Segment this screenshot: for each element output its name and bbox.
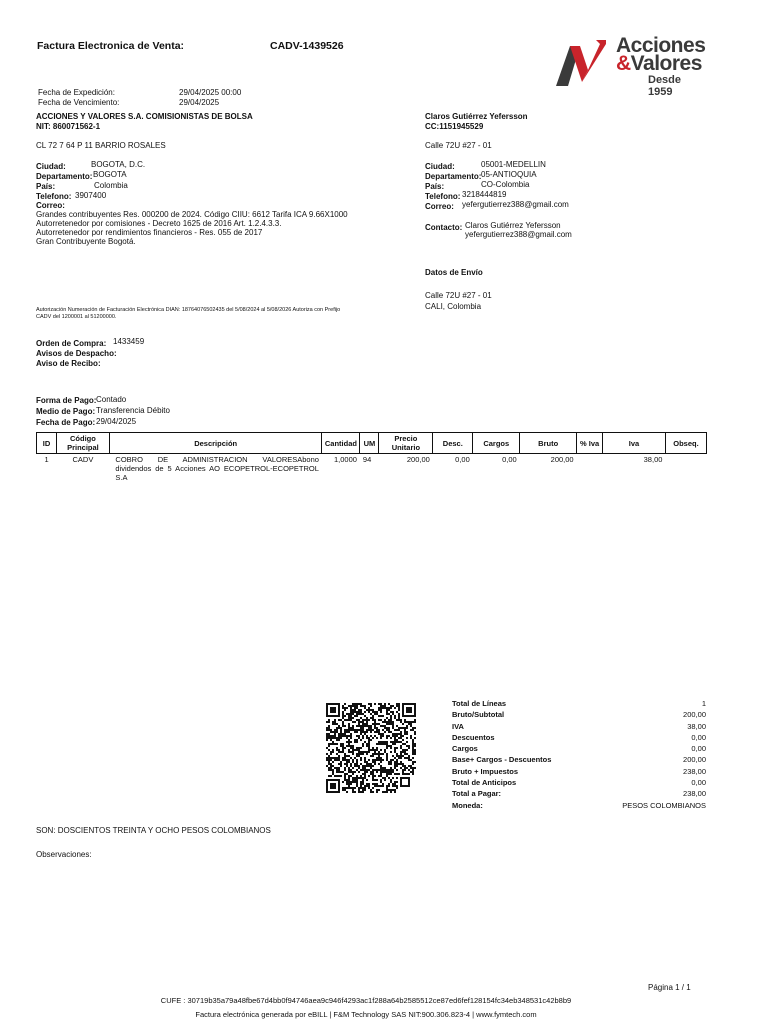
issuer-country: Colombia — [94, 181, 128, 190]
issuer-city-label: Ciudad: — [36, 162, 66, 171]
page-number: Página 1 / 1 — [648, 983, 691, 992]
customer-address: Calle 72U #27 - 01 — [425, 141, 492, 150]
col-header-um: UM — [360, 433, 379, 454]
totals-value: 200,00 — [683, 710, 706, 720]
customer-phone: 3218444819 — [462, 190, 507, 199]
totals-value: 200,00 — [683, 755, 706, 765]
totals-value: 0,00 — [691, 732, 706, 742]
customer-contact-label: Contacto: — [425, 223, 463, 232]
totals-label: Descuentos — [452, 732, 495, 742]
totals-label: Cargos — [452, 744, 478, 754]
totals-value: 238,00 — [683, 789, 706, 799]
cell-id: 1 — [44, 455, 49, 464]
customer-city: 05001-MEDELLIN — [481, 160, 546, 169]
payment-form-label: Forma de Pago: — [36, 396, 97, 405]
amount-in-words: SON: DOSCIENTOS TREINTA Y OCHO PESOS COLOMBIANOS — [36, 826, 271, 835]
totals-row — [452, 698, 706, 709]
totals-label: Bruto/Subtotal — [452, 710, 505, 720]
col-header-discount: Desc. — [433, 433, 473, 454]
cell-gross: 200,00 — [550, 455, 574, 464]
customer-contact-name: Claros Gutiérrez Yefersson — [465, 221, 561, 230]
col-header-unit-price: Precio Unitario — [379, 433, 433, 454]
logo-ampersand: & — [616, 52, 631, 75]
logo-text-valores — [616, 54, 702, 74]
cell-unit-price: 200,00 — [406, 455, 430, 464]
totals-label: IVA — [452, 721, 464, 731]
due-date-value: 29/04/2025 — [179, 98, 220, 107]
dispatch-notice-label: Avisos de Despacho: — [36, 349, 117, 358]
issuer-note-1: Grandes contribuyentes Res. 000200 de 2024. Código CIIU: 6612 Tarifa ICA 9.66X1000 — [36, 210, 348, 219]
logo-valores-word: Valores — [630, 52, 702, 75]
cell-gift — [665, 454, 706, 484]
issuer-email-label: Correo: — [36, 201, 65, 210]
cell-quantity: 1,0000 — [333, 455, 357, 464]
receipt-notice-label: Aviso de Recibo: — [36, 359, 101, 368]
cufe-code: CUFE : 30719b35a79a48fbe67d4bb0f94746aea9c946f4293ac1f288a64b2585512ce87ed6fef128154fc34eb348531c42b8b9 — [160, 996, 572, 1005]
totals-label: Base+ Cargos - Descuentos — [452, 755, 552, 765]
issuer-name: ACCIONES Y VALORES S.A. COMISIONISTAS DE BOLSA — [36, 112, 253, 121]
cell-code: CADV — [72, 455, 94, 464]
issuer-dept-label: Departamento: — [36, 172, 93, 181]
cell-description — [109, 454, 322, 484]
cell-description-line-3: S.A — [115, 473, 128, 482]
col-header-description: Descripción — [109, 433, 322, 454]
customer-phone-label: Telefono: — [425, 192, 461, 201]
totals-row — [452, 721, 706, 732]
totals-label: Moneda: — [452, 800, 483, 810]
shipping-title: Datos de Envío — [425, 268, 483, 277]
col-header-quantity: Cantidad — [322, 433, 360, 454]
cell-discount: 0,00 — [455, 455, 470, 464]
issuer-note-2: Autorretenedor por comisiones - Decreto 1625 de 2016 Art. 1.2.4.3.3. — [36, 219, 282, 228]
shipping-address: Calle 72U #27 - 01 — [425, 291, 492, 300]
payment-date-value: 29/04/2025 — [96, 417, 137, 426]
payment-method-value: Transferencia Débito — [96, 406, 170, 415]
customer-contact-email: yefergutierrez388@gmail.com — [465, 230, 572, 239]
issue-date-label: Fecha de Expedición: — [38, 88, 115, 97]
totals-label: Bruto + Impuestos — [452, 766, 519, 776]
totals-row — [452, 743, 706, 754]
due-date-label: Fecha de Vencimiento: — [38, 98, 120, 107]
customer-email: yefergutierrez388@gmail.com — [462, 200, 569, 209]
issuer-country-label: País: — [36, 182, 56, 191]
col-header-charges: Cargos — [473, 433, 520, 454]
col-header-gross: Bruto — [520, 433, 577, 454]
customer-id: CC:1151945529 — [425, 122, 484, 131]
dian-authorization-line-1: Autorización Numeración de Facturación Electrónica DIAN: 18764076502435 del 5/08/2024 al 5/08/2026 Autoriza con Prefijo — [36, 307, 341, 313]
totals-label: Total de Anticipos — [452, 778, 517, 788]
col-header-code: Código Principal — [56, 433, 109, 454]
totals-row — [452, 766, 706, 777]
issuer-address: CL 72 7 64 P 11 BARRIO ROSALES — [36, 141, 166, 150]
company-logo — [556, 34, 706, 98]
qr-code-icon — [326, 703, 416, 793]
payment-form-value: Contado — [96, 395, 127, 404]
cell-vat: 38,00 — [643, 455, 663, 464]
totals-row — [452, 754, 706, 765]
customer-dept-label: Departamento: — [425, 172, 482, 181]
col-header-id: ID — [37, 433, 57, 454]
customer-country-label: País: — [425, 182, 445, 191]
col-header-vat: Iva — [603, 433, 666, 454]
customer-country: CO-Colombia — [481, 180, 530, 189]
logo-tagline: Desde 1959 — [648, 74, 682, 98]
totals-row — [452, 709, 706, 720]
totals-row — [452, 788, 706, 799]
dian-authorization-line-2: CADV del 1200001 al 51200000. — [36, 314, 117, 320]
customer-email-label: Correo: — [425, 202, 454, 211]
logo-text-acciones: Acciones — [616, 34, 706, 57]
issuer-phone-label: Telefono: — [36, 192, 72, 201]
table-row — [37, 454, 707, 484]
totals-value: 1 — [701, 699, 706, 708]
cell-charges: 0,00 — [502, 455, 517, 464]
cell-description-line-1: COBRO DE ADMINISTRACION VALORESAbono — [115, 455, 319, 464]
totals-label: Total a Pagar: — [452, 789, 502, 799]
issue-date-value: 29/04/2025 00:00 — [179, 88, 242, 97]
invoice-items-table — [36, 432, 707, 483]
issuer-note-4: Gran Contribuyente Bogotá. — [36, 237, 136, 246]
payment-date-label: Fecha de Pago: — [36, 418, 96, 427]
col-header-vat-pct: % Iva — [577, 433, 603, 454]
totals-summary — [452, 698, 706, 811]
issuer-phone: 3907400 — [75, 191, 107, 200]
issuer-nit: NIT: 860071562-1 — [36, 122, 101, 131]
cell-um: 94 — [362, 455, 372, 464]
document-type-label: Factura Electronica de Venta: — [37, 40, 185, 52]
cell-description-line-2: dividendos de 5 Acciones AO ECOPETROL-ECOPETROL — [115, 464, 319, 473]
cell-vat-pct — [577, 454, 603, 484]
col-header-gift: Obseq. — [665, 433, 706, 454]
totals-value: 238,00 — [683, 766, 706, 776]
observations-label: Observaciones: — [36, 850, 92, 859]
totals-row — [452, 800, 706, 811]
issuer-dept: BOGOTA — [93, 170, 127, 179]
shipping-city: CALI, Colombia — [425, 302, 482, 311]
totals-row — [452, 777, 706, 788]
totals-value: 0,00 — [691, 778, 706, 788]
payment-method-label: Medio de Pago: — [36, 407, 96, 416]
customer-name: Claros Gutiérrez Yefersson — [425, 112, 528, 121]
table-header-row — [37, 433, 707, 454]
dian-authorization — [36, 307, 396, 321]
totals-value: 0,00 — [691, 744, 706, 754]
totals-row — [452, 732, 706, 743]
totals-label: Total de Líneas — [452, 699, 507, 708]
invoice-number: CADV-1439526 — [270, 40, 344, 52]
av-logo-mark-icon — [556, 40, 606, 86]
purchase-order-label: Orden de Compra: — [36, 339, 107, 348]
totals-value: PESOS COLOMBIANOS — [622, 800, 706, 810]
issuer-city: BOGOTA, D.C. — [91, 160, 146, 169]
totals-value: 38,00 — [687, 721, 706, 731]
customer-city-label: Ciudad: — [425, 162, 455, 171]
issuer-note-3: Autorretenedor por rendimientos financieros - Res. 055 de 2017 — [36, 228, 263, 237]
generated-by: Factura electrónica generada por eBILL | F&M Technology SAS NIT:900.306.823-4 | www.fymtech.com — [195, 1010, 537, 1019]
customer-dept: 05-ANTIOQUIA — [481, 170, 537, 179]
purchase-order-value: 1433459 — [113, 337, 145, 346]
